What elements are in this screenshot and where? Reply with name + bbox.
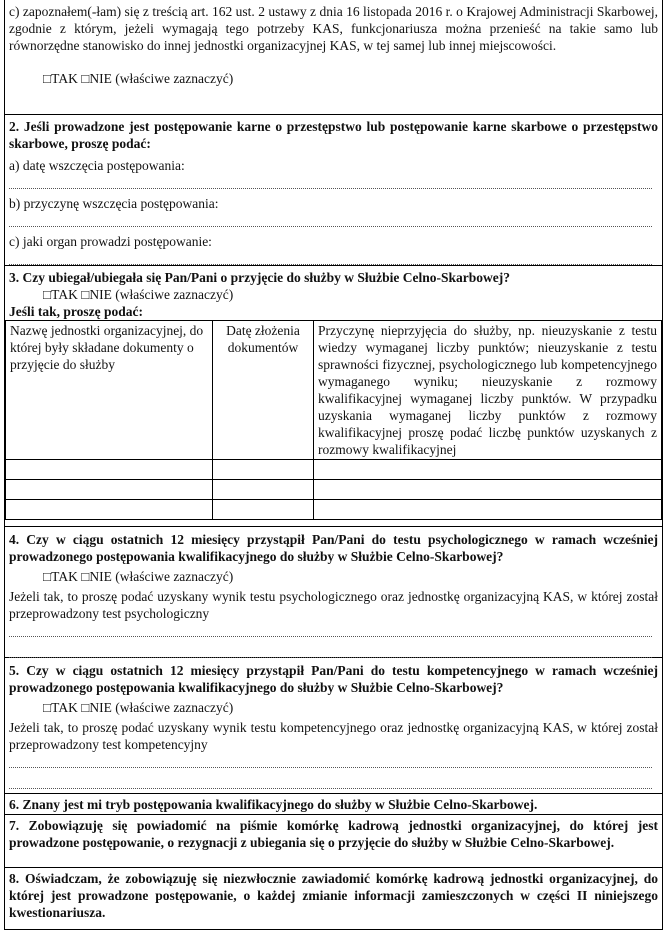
section-2-b-label: b) przyczynę wszczęcia postępowania: [9,196,219,211]
section-5-field-2[interactable] [9,774,652,789]
col-header-reason: Przyczynę nieprzyjęcia do służby, np. nieuzyskanie z testu wiedzy wymaganej liczby punktów; nieuzyskanie z testu sprawności fizycznej, psychologicznego lub kompetencyjnego wymaganego wyniku; nieuzyskanie z rozmowy kwalifikacyjnej wymaganej liczby punktów. W przypadku uzyskania wymaganej liczby punktów z rozmowy kwalifikacyjnej proszę podać liczbę punktów uzyskanych z rozmowy kwalifikacyjnej [314,321,662,460]
section-3 [5,266,662,527]
questionnaire-form [4,0,663,930]
section-5-options[interactable]: □TAK □NIE (właściwe zaznaczyć) [43,700,234,715]
col-header-date: Datę złożenia dokumentów [213,321,314,460]
section-7-title: 7. Zobowiązuję się powiadomić na piśmie komórkę kadrową jednostki organizacyjnej, do której jest prowadzone postępowanie, o rezygnacji z ubiegania się o przyjęcie do służby w Służbie Celno-Skarbowej. [9,818,658,850]
section-3-if-yes: Jeśli tak, proszę podać: [9,304,143,319]
section-7 [5,815,662,868]
section-5-title: 5. Czy w ciągu ostatnich 12 miesięcy przystąpił Pan/Pani do testu kompetencyjnego w ramach wcześniej prowadzonego postępowania kwalifikacyjnego do służby w Służbie Celno-Skarbowej? [9,663,658,695]
section-2-title: 2. Jeśli prowadzone jest postępowanie karne o przestępstwo lub postępowanie karne skarbowe o przestępstwo skarbowe, proszę podać: [9,119,658,151]
section-4-text: Jeżeli tak, to proszę podać uzyskany wynik testu psychologicznego oraz jednostkę organizacyjną KAS, w której został przeprowadzony test psychologiczny [9,589,658,621]
section-5-text: Jeżeli tak, to proszę podać uzyskany wynik testu kompetencyjnego oraz jednostkę organizacyjną KAS, w której został przeprowadzony test kompetencyjny [9,720,658,752]
section-6-title: 6. Znany jest mi tryb postępowania kwalifikacyjnego do służby w Służbie Celno-Skarbowej. [9,797,538,812]
col-header-unit: Nazwę jednostki organizacyjnej, do której były składane dokumenty o przyjęcie do służby [6,321,213,460]
table-row[interactable] [6,460,662,480]
section-6 [5,794,662,815]
section-5-field-1[interactable] [9,753,652,768]
section-c-text: c) zapoznałem(-łam) się z treścią art. 162 ust. 2 ustawy z dnia 16 listopada 2016 r. o Krajowej Administracji Skarbowej, zgodnie z którym, jeżeli wymagają tego potrzeby KAS, funkcjonariusza można przenieść na takie samo lub równorzędne stanowisko do innej jednostki organizacyjnej KAS, w tej samej lub innej miejscowości. [9,4,658,53]
section-2-a-field[interactable] [9,174,652,189]
section-8 [5,868,662,921]
section-2-a-label: a) datę wszczęcia postępowania: [9,158,185,173]
section-3-table [5,320,662,520]
section-4-field-1[interactable] [9,622,652,637]
section-4-field-2[interactable] [9,643,652,658]
section-2-c-label: c) jaki organ prowadzi postępowanie: [9,234,212,249]
section-2-b-field[interactable] [9,212,652,227]
section-c-options[interactable]: □TAK □NIE (właściwe zaznaczyć) [43,71,234,86]
section-4-title: 4. Czy w ciągu ostatnich 12 miesięcy przystąpił Pan/Pani do testu psychologicznego w ramach wcześniej prowadzonego postępowania kwalifikacyjnego do służby w Służbie Celno-Skarbowej? [9,532,658,564]
section-4-options[interactable]: □TAK □NIE (właściwe zaznaczyć) [43,569,234,584]
section-2 [5,115,662,266]
section-2-c-field[interactable] [9,250,652,265]
section-8-title: 8. Oświadczam, że zobowiązuję się niezwłocznie zawiadomić komórkę kadrową jednostki organizacyjnej, do której jest prowadzone postępowanie, o każdej zmianie informacji zamieszczonych w części II niniejszego kwestionariusza. [9,871,658,920]
table-row[interactable] [6,500,662,520]
section-3-options[interactable]: □TAK □NIE (właściwe zaznaczyć) [43,287,234,302]
section-4 [5,527,662,658]
section-3-title: 3. Czy ubiegał/ubiegała się Pan/Pani o przyjęcie do służby w Służbie Celno-Skarbowej? [9,270,511,285]
table-row[interactable] [6,480,662,500]
section-c [5,0,662,115]
section-5 [5,658,662,794]
